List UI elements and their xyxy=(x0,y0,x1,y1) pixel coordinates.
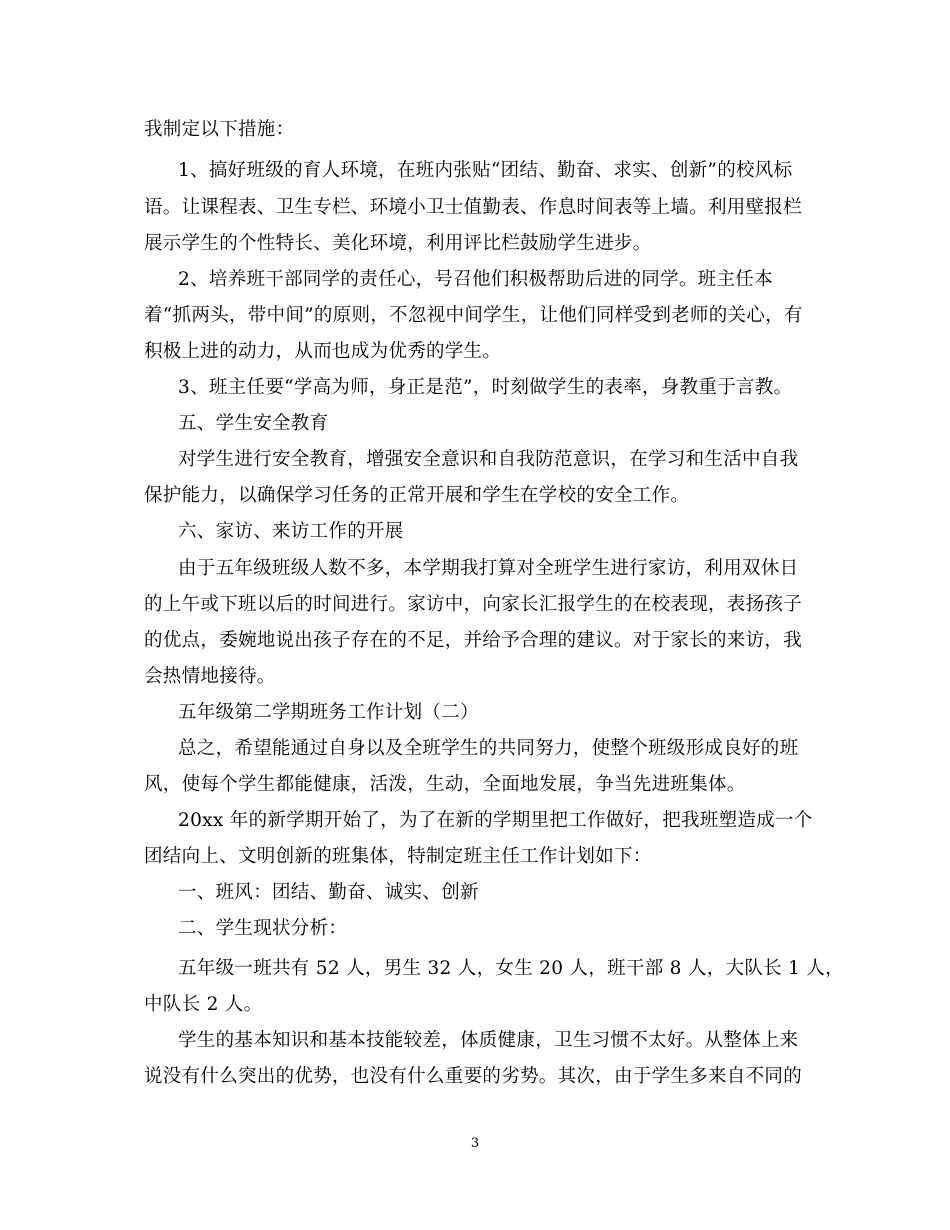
text-line: 总之，希望能通过自身以及全班学生的共同努力，使整个班级形成良好的班 xyxy=(178,738,799,759)
section-heading: 二、学生现状分析： xyxy=(178,918,348,939)
text-line: 的上午或下班以后的时间进行。家访中，向家长汇报学生的在校表现，表扬孩子 xyxy=(144,594,803,615)
section-heading: 一、班风：团结、勤奋、诚实、创新 xyxy=(178,882,479,903)
text-line: 我制定以下措施： xyxy=(144,119,295,140)
text-line: 说没有什么突出的优势，也没有什么重要的劣势。其次，由于学生多来自不同的 xyxy=(144,1066,803,1087)
section-heading: 五、学生安全教育 xyxy=(178,413,329,434)
text-line: 2、培养班干部同学的责任心，号召他们积极帮助后进的同学。班主任本 xyxy=(178,269,773,290)
text-line: 语。让课程表、卫生专栏、环境小卫士值勤表、作息时间表等上墙。利用壁报栏 xyxy=(144,197,803,218)
text-line: 会热情地接待。 xyxy=(144,666,276,687)
text-line: 由于五年级班级人数不多，本学期我打算对全班学生进行家访，利用双休日 xyxy=(178,558,799,579)
text-line: 1、搞好班级的育人环境，在班内张贴“团结、勤奋、求实、创新”的校风标 xyxy=(178,160,793,181)
text-line: 对学生进行安全教育，增强安全意识和自我防范意识，在学习和生活中自我 xyxy=(178,449,799,470)
text-line: 3、班主任要“学高为师，身正是范”，时刻做学生的表率，身教重于言教。 xyxy=(178,377,793,398)
text-line: 风，使每个学生都能健康，活泼，生动，全面地发展，争当先进班集体。 xyxy=(144,774,746,795)
section-heading: 六、家访、来访工作的开展 xyxy=(178,521,404,542)
text-line: 五年级一班共有 52 人，男生 32 人，女生 20 人，班干部 8 人，大队长 1 人， xyxy=(178,958,844,979)
text-line: 20xx 年的新学期开始了，为了在新的学期里把工作做好，把我班塑造成一个 xyxy=(178,810,813,831)
document-subtitle: 五年级第二学期班务工作计划（二） xyxy=(178,702,479,723)
text-line: 中队长 2 人。 xyxy=(144,994,263,1015)
page-number: 3 xyxy=(470,1136,480,1151)
text-line: 展示学生的个性特长、美化环境，利用评比栏鼓励学生进步。 xyxy=(144,233,652,254)
text-line: 团结向上、文明创新的班集体，特制定班主任工作计划如下： xyxy=(144,846,652,867)
text-line: 积极上进的动力，从而也成为优秀的学生。 xyxy=(144,341,502,362)
text-line: 的优点，委婉地说出孩子存在的不足，并给予合理的建议。对于家长的来访，我 xyxy=(144,630,803,651)
text-line: 保护能力，以确保学习任务的正常开展和学生在学校的安全工作。 xyxy=(144,485,690,506)
text-line: 学生的基本知识和基本技能较差，体质健康，卫生习惯不太好。从整体上来 xyxy=(178,1030,799,1051)
text-line: 着“抓两头，带中间”的原则，不忽视中间学生，让他们同样受到老师的关心，有 xyxy=(144,305,803,326)
